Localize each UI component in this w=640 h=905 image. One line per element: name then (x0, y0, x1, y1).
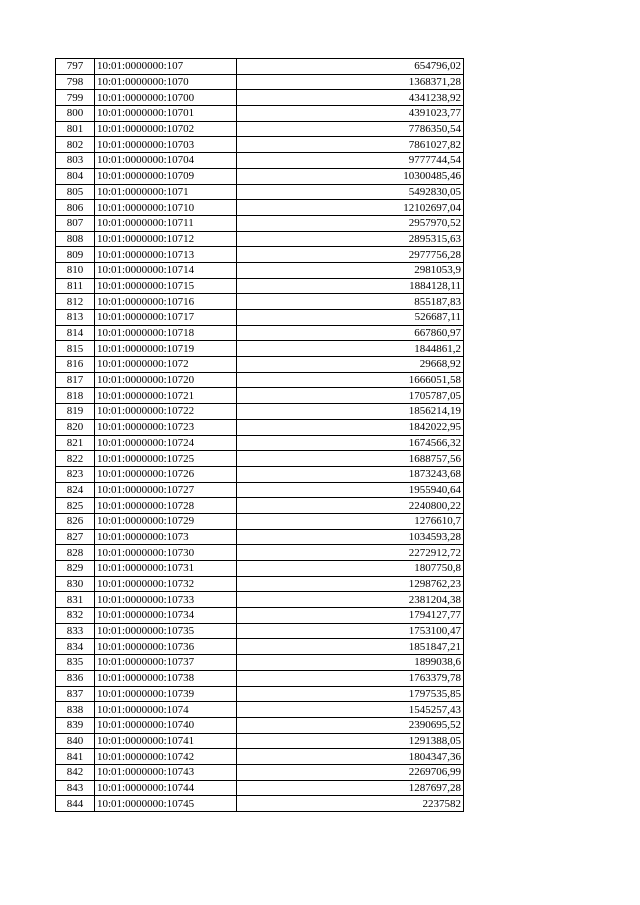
table-row (56, 639, 464, 655)
row-number-cell: 816 (56, 357, 95, 373)
cadastral-number-cell: 10:01:0000000:1074 (95, 702, 237, 718)
value-cell: 1763379,78 (237, 670, 464, 686)
value-cell: 1291388,05 (237, 733, 464, 749)
table-row (56, 576, 464, 592)
value-cell: 667860,97 (237, 325, 464, 341)
cadastral-number-cell: 10:01:0000000:10741 (95, 733, 237, 749)
value-cell: 855187,83 (237, 294, 464, 310)
row-number-cell: 807 (56, 215, 95, 231)
row-number-cell: 825 (56, 498, 95, 514)
cadastral-number-cell: 10:01:0000000:10727 (95, 482, 237, 498)
row-number-cell: 810 (56, 262, 95, 278)
table-row (56, 137, 464, 153)
table-row (56, 59, 464, 75)
table-row (56, 780, 464, 796)
row-number-cell: 839 (56, 717, 95, 733)
cadastral-number-cell: 10:01:0000000:10728 (95, 498, 237, 514)
table-body (56, 59, 464, 812)
value-cell: 7786350,54 (237, 121, 464, 137)
row-number-cell: 827 (56, 529, 95, 545)
value-cell: 1873243,68 (237, 466, 464, 482)
value-cell: 4341238,92 (237, 90, 464, 106)
value-cell: 2272912,72 (237, 545, 464, 561)
table-row (56, 623, 464, 639)
value-cell: 1368371,28 (237, 74, 464, 90)
value-cell: 1688757,56 (237, 451, 464, 467)
table-row (56, 404, 464, 420)
value-cell: 1804347,36 (237, 749, 464, 765)
table-row (56, 121, 464, 137)
cadastral-number-cell: 10:01:0000000:10725 (95, 451, 237, 467)
table-row (56, 231, 464, 247)
cadastral-number-cell: 10:01:0000000:10702 (95, 121, 237, 137)
table-row (56, 513, 464, 529)
row-number-cell: 819 (56, 404, 95, 420)
row-number-cell: 843 (56, 780, 95, 796)
row-number-cell: 809 (56, 247, 95, 263)
cadastral-number-cell: 10:01:0000000:10745 (95, 796, 237, 812)
cadastral-values-table (55, 58, 464, 812)
value-cell: 29668,92 (237, 357, 464, 373)
table-row (56, 592, 464, 608)
cadastral-number-cell: 10:01:0000000:10738 (95, 670, 237, 686)
cadastral-number-cell: 10:01:0000000:10703 (95, 137, 237, 153)
row-number-cell: 797 (56, 59, 95, 75)
cadastral-number-cell: 10:01:0000000:10714 (95, 262, 237, 278)
table-row (56, 764, 464, 780)
cadastral-number-cell: 10:01:0000000:10734 (95, 608, 237, 624)
table-row (56, 74, 464, 90)
value-cell: 1298762,23 (237, 576, 464, 592)
table-row (56, 435, 464, 451)
value-cell: 1276610,7 (237, 513, 464, 529)
row-number-cell: 835 (56, 655, 95, 671)
row-number-cell: 837 (56, 686, 95, 702)
table-row (56, 608, 464, 624)
table-row (56, 796, 464, 812)
value-cell: 1794127,77 (237, 608, 464, 624)
table-row (56, 90, 464, 106)
row-number-cell: 800 (56, 106, 95, 122)
row-number-cell: 823 (56, 466, 95, 482)
row-number-cell: 818 (56, 388, 95, 404)
cadastral-number-cell: 10:01:0000000:10729 (95, 513, 237, 529)
table-row (56, 215, 464, 231)
table-row (56, 466, 464, 482)
cadastral-number-cell: 10:01:0000000:10736 (95, 639, 237, 655)
row-number-cell: 803 (56, 153, 95, 169)
value-cell: 2237582 (237, 796, 464, 812)
cadastral-number-cell: 10:01:0000000:10739 (95, 686, 237, 702)
value-cell: 1899038,6 (237, 655, 464, 671)
cadastral-number-cell: 10:01:0000000:10718 (95, 325, 237, 341)
value-cell: 12102697,04 (237, 200, 464, 216)
value-cell: 2957970,52 (237, 215, 464, 231)
cadastral-number-cell: 10:01:0000000:10731 (95, 561, 237, 577)
cadastral-number-cell: 10:01:0000000:10740 (95, 717, 237, 733)
row-number-cell: 813 (56, 310, 95, 326)
cadastral-number-cell: 10:01:0000000:1071 (95, 184, 237, 200)
value-cell: 1884128,11 (237, 278, 464, 294)
table-row (56, 357, 464, 373)
cadastral-number-cell: 10:01:0000000:10744 (95, 780, 237, 796)
table-row (56, 482, 464, 498)
value-cell: 7861027,82 (237, 137, 464, 153)
table-row (56, 702, 464, 718)
value-cell: 2269706,99 (237, 764, 464, 780)
row-number-cell: 841 (56, 749, 95, 765)
table-row (56, 168, 464, 184)
value-cell: 2390695,52 (237, 717, 464, 733)
cadastral-number-cell: 10:01:0000000:10733 (95, 592, 237, 608)
table-row (56, 419, 464, 435)
value-cell: 1851847,21 (237, 639, 464, 655)
row-number-cell: 814 (56, 325, 95, 341)
cadastral-number-cell: 10:01:0000000:10724 (95, 435, 237, 451)
row-number-cell: 801 (56, 121, 95, 137)
cadastral-number-cell: 10:01:0000000:107 (95, 59, 237, 75)
table-row (56, 388, 464, 404)
value-cell: 2895315,63 (237, 231, 464, 247)
cadastral-number-cell: 10:01:0000000:10722 (95, 404, 237, 420)
table-row (56, 545, 464, 561)
table-row (56, 451, 464, 467)
cadastral-number-cell: 10:01:0000000:10713 (95, 247, 237, 263)
value-cell: 2981053,9 (237, 262, 464, 278)
value-cell: 1842022,95 (237, 419, 464, 435)
row-number-cell: 842 (56, 764, 95, 780)
table-row (56, 372, 464, 388)
value-cell: 1034593,28 (237, 529, 464, 545)
cadastral-number-cell: 10:01:0000000:10712 (95, 231, 237, 247)
table-row (56, 341, 464, 357)
value-cell: 526687,11 (237, 310, 464, 326)
value-cell: 2240800,22 (237, 498, 464, 514)
value-cell: 1844861,2 (237, 341, 464, 357)
row-number-cell: 811 (56, 278, 95, 294)
cadastral-number-cell: 10:01:0000000:10743 (95, 764, 237, 780)
row-number-cell: 832 (56, 608, 95, 624)
table-row (56, 106, 464, 122)
row-number-cell: 824 (56, 482, 95, 498)
row-number-cell: 805 (56, 184, 95, 200)
cadastral-number-cell: 10:01:0000000:1070 (95, 74, 237, 90)
row-number-cell: 821 (56, 435, 95, 451)
table-row (56, 184, 464, 200)
value-cell: 1545257,43 (237, 702, 464, 718)
row-number-cell: 822 (56, 451, 95, 467)
cadastral-number-cell: 10:01:0000000:10730 (95, 545, 237, 561)
table-row (56, 686, 464, 702)
row-number-cell: 829 (56, 561, 95, 577)
cadastral-number-cell: 10:01:0000000:10735 (95, 623, 237, 639)
cadastral-number-cell: 10:01:0000000:10716 (95, 294, 237, 310)
cadastral-number-cell: 10:01:0000000:10700 (95, 90, 237, 106)
cadastral-number-cell: 10:01:0000000:10710 (95, 200, 237, 216)
table-row (56, 733, 464, 749)
value-cell: 1807750,8 (237, 561, 464, 577)
value-cell: 2977756,28 (237, 247, 464, 263)
value-cell: 5492830,05 (237, 184, 464, 200)
row-number-cell: 834 (56, 639, 95, 655)
value-cell: 1955940,64 (237, 482, 464, 498)
cadastral-number-cell: 10:01:0000000:10723 (95, 419, 237, 435)
row-number-cell: 833 (56, 623, 95, 639)
cadastral-number-cell: 10:01:0000000:10732 (95, 576, 237, 592)
row-number-cell: 830 (56, 576, 95, 592)
cadastral-number-cell: 10:01:0000000:10717 (95, 310, 237, 326)
value-cell: 2381204,38 (237, 592, 464, 608)
table-row (56, 670, 464, 686)
cadastral-number-cell: 10:01:0000000:1072 (95, 357, 237, 373)
cadastral-number-cell: 10:01:0000000:10726 (95, 466, 237, 482)
value-cell: 654796,02 (237, 59, 464, 75)
row-number-cell: 799 (56, 90, 95, 106)
value-cell: 10300485,46 (237, 168, 464, 184)
cadastral-number-cell: 10:01:0000000:10737 (95, 655, 237, 671)
row-number-cell: 812 (56, 294, 95, 310)
value-cell: 4391023,77 (237, 106, 464, 122)
table-row (56, 294, 464, 310)
table-row (56, 262, 464, 278)
table-row (56, 310, 464, 326)
cadastral-number-cell: 10:01:0000000:10711 (95, 215, 237, 231)
table-row (56, 529, 464, 545)
cadastral-number-cell: 10:01:0000000:10715 (95, 278, 237, 294)
cadastral-number-cell: 10:01:0000000:10701 (95, 106, 237, 122)
table-row (56, 200, 464, 216)
cadastral-number-cell: 10:01:0000000:10721 (95, 388, 237, 404)
row-number-cell: 836 (56, 670, 95, 686)
value-cell: 1797535,85 (237, 686, 464, 702)
table-row (56, 561, 464, 577)
table-row (56, 655, 464, 671)
table-row (56, 153, 464, 169)
table-row (56, 717, 464, 733)
cadastral-number-cell: 10:01:0000000:10720 (95, 372, 237, 388)
row-number-cell: 844 (56, 796, 95, 812)
value-cell: 1705787,05 (237, 388, 464, 404)
row-number-cell: 826 (56, 513, 95, 529)
row-number-cell: 838 (56, 702, 95, 718)
table-row (56, 325, 464, 341)
cadastral-number-cell: 10:01:0000000:1073 (95, 529, 237, 545)
row-number-cell: 815 (56, 341, 95, 357)
value-cell: 1666051,58 (237, 372, 464, 388)
row-number-cell: 840 (56, 733, 95, 749)
table-row (56, 247, 464, 263)
row-number-cell: 804 (56, 168, 95, 184)
cadastral-number-cell: 10:01:0000000:10742 (95, 749, 237, 765)
row-number-cell: 828 (56, 545, 95, 561)
row-number-cell: 831 (56, 592, 95, 608)
table-row (56, 498, 464, 514)
value-cell: 1753100,47 (237, 623, 464, 639)
row-number-cell: 806 (56, 200, 95, 216)
value-cell: 1287697,28 (237, 780, 464, 796)
value-cell: 1674566,32 (237, 435, 464, 451)
row-number-cell: 798 (56, 74, 95, 90)
value-cell: 9777744,54 (237, 153, 464, 169)
cadastral-number-cell: 10:01:0000000:10719 (95, 341, 237, 357)
value-cell: 1856214,19 (237, 404, 464, 420)
row-number-cell: 802 (56, 137, 95, 153)
table-row (56, 749, 464, 765)
table-row (56, 278, 464, 294)
row-number-cell: 808 (56, 231, 95, 247)
cadastral-number-cell: 10:01:0000000:10709 (95, 168, 237, 184)
row-number-cell: 820 (56, 419, 95, 435)
cadastral-number-cell: 10:01:0000000:10704 (95, 153, 237, 169)
row-number-cell: 817 (56, 372, 95, 388)
